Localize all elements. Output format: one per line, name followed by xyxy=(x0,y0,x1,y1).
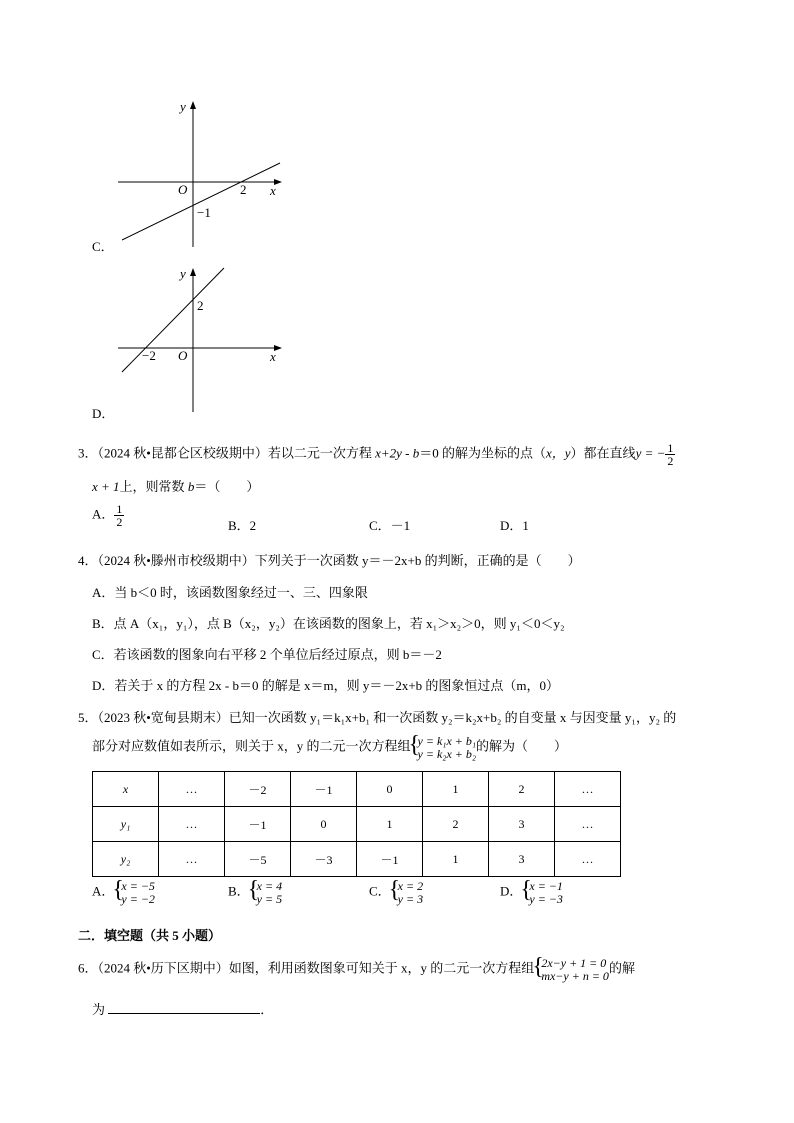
question-3-option-a-label: A． xyxy=(92,506,115,522)
question-6-post: 的解 xyxy=(608,960,635,976)
question-5-table xyxy=(92,771,621,877)
question-4-option-d[interactable]: D．若关于 x 的方程 2x - b＝0 的解是 x＝m，则 y＝－2x+b 的图象恒过点（m，0） xyxy=(92,678,560,693)
question-5-line2-pre: 部分对应数值如表所示，则关于 x，y 的二元一次方程组 xyxy=(92,738,411,754)
question-3-line2-end: ＝（ ） xyxy=(194,479,260,494)
question-5-line-2 xyxy=(92,735,567,760)
question-6-pre: 6．（2024 秋•历下区期中）如图，利用函数图象可知关于 x，y 的二元一次方程组 xyxy=(78,960,535,976)
question-5-line2-post: 的解为（ ） xyxy=(476,738,568,754)
table-cell: －2 xyxy=(225,772,291,807)
graph-d-option-label: D． xyxy=(92,406,115,421)
graph-d-x-label: x xyxy=(270,349,276,364)
question-4-title: 4．（2024 秋•滕州市校级期中）下列关于一次函数 y＝－2x+b 的判断，正确的是（ ） xyxy=(78,553,581,568)
table-cell: －1 xyxy=(357,842,423,877)
question-3-option-a[interactable] xyxy=(92,503,124,528)
graph-d-y-arrow xyxy=(190,268,196,276)
question-3-fraction xyxy=(665,442,675,467)
question-3-equation: x+2y - b xyxy=(375,445,420,461)
question-6-system-row-1: { 2x−y + 1 = 0 xyxy=(541,956,607,970)
table-cell: －5 xyxy=(225,842,291,877)
graph-d-line xyxy=(122,268,224,372)
graph-d-origin: O xyxy=(178,348,188,363)
question-5-option-c-label: C． xyxy=(369,883,391,899)
graph-c-y-arrow xyxy=(190,101,196,109)
table-cell: 3 xyxy=(489,842,555,877)
table-cell: … xyxy=(555,772,621,807)
question-6-system xyxy=(534,957,609,982)
table-row xyxy=(93,807,621,842)
question-5-option-b-row-2: y = 5 xyxy=(256,891,283,906)
question-5-option-d-system xyxy=(522,880,563,905)
graph-c-origin: O xyxy=(178,182,188,197)
table-cell: 2 xyxy=(423,807,489,842)
question-4-option-b[interactable]: B．点 A（x₁，y₁），点 B（x₂，y₂）在该函数的图象上，若 x₁＞x₂＞0，则 y₁＜0＜y₂ xyxy=(92,616,565,631)
graph-d-y-intercept: 2 xyxy=(197,298,204,313)
question-5-option-c-row-2: y = 3 xyxy=(397,891,424,906)
table-cell: －1 xyxy=(225,807,291,842)
answer-blank[interactable] xyxy=(108,1001,260,1014)
table-row xyxy=(93,772,621,807)
question-5-option-b-row-1: { x = 4 xyxy=(256,879,283,893)
question-3-option-b[interactable]: B．2 xyxy=(228,518,257,533)
table-cell: 1 xyxy=(357,807,423,842)
question-3-line2-var: b xyxy=(187,479,195,494)
question-3-line-2 xyxy=(92,476,259,495)
question-5-option-c-system xyxy=(391,880,423,905)
table-cell: … xyxy=(159,772,225,807)
table-cell: 3 xyxy=(489,807,555,842)
question-5-system-row-1: { y = k₁x + b₁ xyxy=(417,734,477,748)
question-5-option-d-row-1: { x = −1 xyxy=(529,879,563,893)
question-6-line2-post: ． xyxy=(260,1002,274,1017)
question-3-frac-den: 2 xyxy=(667,454,674,468)
question-3-line2-text: 上，则常数 xyxy=(119,479,188,494)
question-3-xy: x，y xyxy=(546,445,571,461)
graph-d-y-label: y xyxy=(180,266,186,281)
table-cell: … xyxy=(555,807,621,842)
graph-c-x-intercept: 2 xyxy=(240,182,247,197)
table-cell: 0 xyxy=(291,807,357,842)
table-cell: … xyxy=(159,842,225,877)
question-3-line-1 xyxy=(78,442,675,467)
question-5-option-c[interactable] xyxy=(369,880,423,905)
question-3-line2-expr: x + 1 xyxy=(92,479,120,494)
graph-c-y-label: y xyxy=(180,99,186,114)
question-5-option-a-row-2: y = −2 xyxy=(121,891,155,906)
question-5-system-row-2: y = k₂x + b₂ xyxy=(417,746,477,761)
question-3-mid: ＝0 的解为坐标的点（ xyxy=(419,445,546,461)
question-5-option-b-system xyxy=(250,880,282,905)
graph-d xyxy=(110,262,300,417)
table-cell: 1 xyxy=(423,772,489,807)
question-5-option-a-system xyxy=(114,880,155,905)
table-cell: x xyxy=(93,772,159,807)
graph-d-x-intercept: −2 xyxy=(142,348,156,363)
question-3-option-d[interactable]: D．1 xyxy=(500,518,529,533)
table-cell: y₂ xyxy=(93,842,159,877)
question-3-tail: ）都在直线 xyxy=(570,445,636,461)
question-6-line-2 xyxy=(92,999,273,1018)
question-3-option-a-fraction xyxy=(114,503,124,528)
question-6-system-row-2: mx−y + n = 0 xyxy=(541,968,609,983)
question-5-line-1: 5．（2023 秋•宽甸县期末）已知一次函数 y₁＝k₁x+b₁ 和一次函数 y₂＝k₂x+b₂ 的自变量 x 与因变量 y₁，y₂ 的 xyxy=(78,710,677,725)
question-3-frac-num: 1 xyxy=(667,441,674,455)
question-3-option-a-den: 2 xyxy=(116,515,123,529)
question-6-line2-pre: 为 xyxy=(92,1002,106,1017)
question-3-option-a-num: 1 xyxy=(116,502,123,516)
question-5-option-a[interactable] xyxy=(92,880,155,905)
graph-c xyxy=(110,95,300,255)
question-5-option-a-row-1: { x = −5 xyxy=(121,879,155,893)
section-heading: 二．填空题（共 5 小题） xyxy=(78,928,222,943)
table-cell: 0 xyxy=(357,772,423,807)
graph-c-line xyxy=(122,163,280,240)
question-4-option-a[interactable]: A．当 b＜0 时，该函数图象经过一、三、四象限 xyxy=(92,585,368,600)
table-row xyxy=(93,842,621,877)
table-cell: 1 xyxy=(423,842,489,877)
question-3-option-c[interactable]: C．－1 xyxy=(369,518,411,533)
question-5-option-d[interactable] xyxy=(500,880,563,905)
table-cell: … xyxy=(159,807,225,842)
question-5-option-d-row-2: y = −3 xyxy=(529,891,563,906)
table-cell: －1 xyxy=(291,772,357,807)
graph-c-y-intercept: −1 xyxy=(197,205,211,220)
question-5-system xyxy=(411,735,477,760)
question-6-line-1 xyxy=(78,957,635,982)
question-5-option-b-label: B． xyxy=(228,883,250,899)
question-5-option-c-row-1: { x = 2 xyxy=(397,879,424,893)
question-5-option-a-label: A． xyxy=(92,883,115,899)
question-5-option-b[interactable] xyxy=(228,880,282,905)
table-cell: －3 xyxy=(291,842,357,877)
table-cell: 2 xyxy=(489,772,555,807)
question-5-option-d-label: D． xyxy=(500,883,523,899)
table-cell: … xyxy=(555,842,621,877)
graph-c-option-label: C． xyxy=(92,239,114,254)
question-4-option-c[interactable]: C．若该函数的图象向右平移 2 个单位后经过原点，则 b＝－2 xyxy=(92,647,442,662)
question-3-line-lhs: y = − xyxy=(635,445,666,461)
graph-c-x-label: x xyxy=(270,183,276,198)
question-3-source: （2024 秋•昆都仑区校级期中）若以二元一次方程 xyxy=(97,445,376,461)
table-cell: y₁ xyxy=(93,807,159,842)
question-3-number: 3． xyxy=(78,445,98,461)
